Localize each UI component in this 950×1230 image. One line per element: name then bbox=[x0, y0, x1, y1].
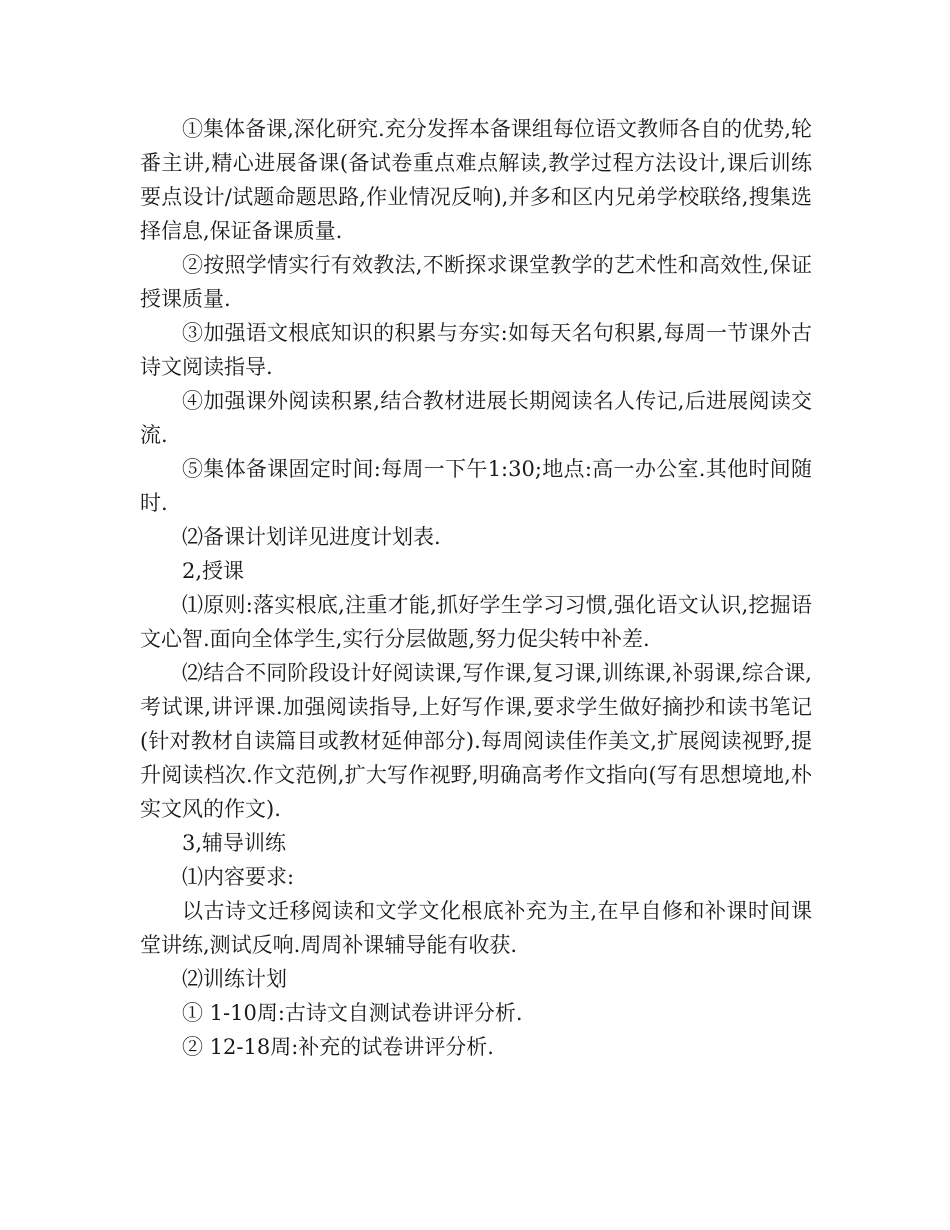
paragraph-teaching-principles: ⑴原则:落实根底,注重才能,抓好学生学习习惯,强化语文认识,挖掘语文心智.面向全体学生,实行分层做题,努力促尖转中补差. bbox=[140, 593, 812, 651]
section-heading-tutoring: 3,辅导训练 bbox=[182, 831, 287, 855]
paragraph-content-requirements: 以古诗文迁移阅读和文学文化根底补充为主,在早自修和补课时间课堂讲练,测试反响.周周补课辅导能有收获. bbox=[140, 899, 812, 957]
paragraph-prep-schedule: ⑤集体备课固定时间:每周一下午1:30;地点:高一办公室.其他时间随时. bbox=[140, 457, 812, 515]
list-item-weeks-12-18: ② 12-18周:补充的试卷讲评分析. bbox=[182, 1035, 494, 1059]
section-heading-teaching: 2,授课 bbox=[182, 559, 245, 583]
paragraph-content-requirements-heading: ⑴内容要求: bbox=[182, 865, 295, 889]
paragraph-effective-teaching: ②按照学情实行有效教法,不断探求课堂教学的艺术性和高效性,保证授课质量. bbox=[140, 253, 812, 311]
paragraph-extracurricular-reading: ④加强课外阅读积累,结合教材进展长期阅读名人传记,后进展阅读交流. bbox=[140, 389, 812, 447]
paragraph-collective-lesson-prep: ①集体备课,深化研究.充分发挥本备课组每位语文教师各自的优势,轮番主讲,精心进展备课(备试卷重点难点解读,教学过程方法设计,课后训练要点设计/试题命题思路,作业情况反响),并多和区内兄弟学校联络,搜集选择信息,保证备课质量. bbox=[140, 117, 812, 243]
paragraph-training-plan-heading: ⑵训练计划 bbox=[182, 967, 287, 991]
paragraph-lesson-types: ⑵结合不同阶段设计好阅读课,写作课,复习课,训练课,补弱课,综合课,考试课,讲评课.加强阅读指导,上好写作课,要求学生做好摘抄和读书笔记(针对教材自读篇目或教材延伸部分).每周阅读佳作美文,扩展阅读视野,提升阅读档次.作文范例,扩大写作视野,明确高考作文指向(写有思想境地,朴实文风的作文). bbox=[140, 661, 812, 821]
paragraph-prep-plan: ⑵备课计划详见进度计划表. bbox=[182, 525, 441, 549]
document-body bbox=[140, 112, 812, 1064]
list-item-weeks-1-10: ① 1-10周:古诗文自测试卷讲评分析. bbox=[182, 1001, 523, 1025]
paragraph-basic-knowledge: ③加强语文根底知识的积累与夯实:如每天名句积累,每周一节课外古诗文阅读指导. bbox=[140, 321, 812, 379]
